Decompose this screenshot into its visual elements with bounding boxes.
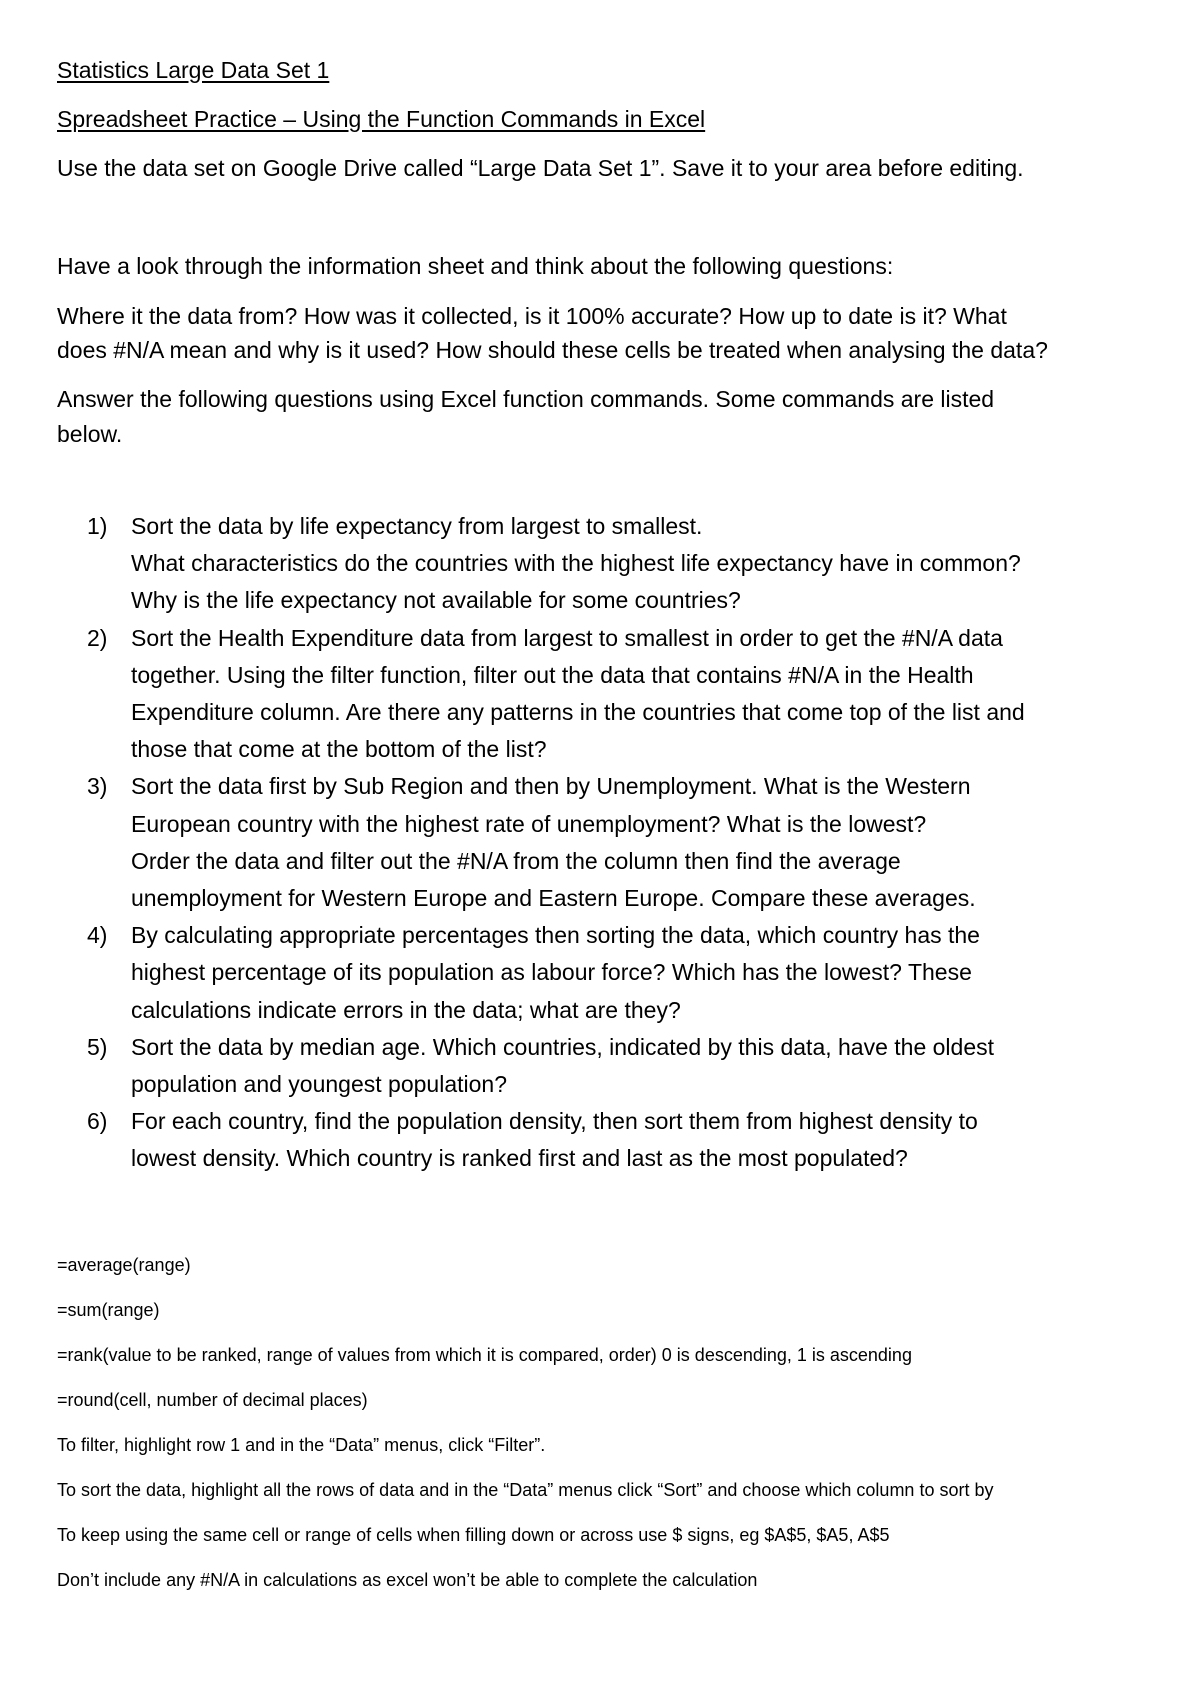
tip-no-na: Don’t include any #N/A in calculations as excel won’t be able to complete the calculation [57, 1570, 758, 1590]
tip-filter: To filter, highlight row 1 and in the “Data” menus, click “Filter”. [57, 1435, 546, 1455]
question-item [57, 508, 1177, 620]
question-line: What characteristics do the countries with the highest life expectancy have in common? [131, 550, 1021, 577]
answer-para-line-1: Answer the following questions using Excel function commands. Some commands are listed [57, 386, 995, 412]
document-title: Statistics Large Data Set 1 [57, 57, 330, 83]
question-line: population and youngest population? [131, 1071, 507, 1098]
question-line: European country with the highest rate of unemployment? What is the lowest? [131, 810, 927, 837]
look-through-text: Have a look through the information sheet and think about the following questions: [57, 253, 894, 279]
document-subtitle: Spreadsheet Practice – Using the Function Commands in Excel [57, 106, 706, 132]
question-line: Order the data and filter out the #N/A from the column then find the average [131, 847, 901, 874]
answer-para-line-2: below. [57, 421, 123, 447]
questions-para-line-2: does #N/A mean and why is it used? How should these cells be treated when analysing the data? [57, 337, 1048, 363]
command-sum: =sum(range) [57, 1300, 160, 1320]
question-line: By calculating appropriate percentages then sorting the data, which country has the [131, 922, 980, 949]
command-average: =average(range) [57, 1255, 191, 1275]
question-number: 3) [87, 773, 108, 800]
question-line: lowest density. Which country is ranked first and last as the most populated? [131, 1145, 908, 1172]
command-round: =round(cell, number of decimal places) [57, 1390, 368, 1410]
question-line: Expenditure column. Are there any patterns in the countries that come top of the list and [131, 699, 1025, 726]
question-line: For each country, find the population density, then sort them from highest density to [131, 1108, 978, 1135]
question-line: Sort the data by median age. Which countries, indicated by this data, have the oldest [131, 1033, 995, 1060]
question-line: calculations indicate errors in the data; what are they? [131, 996, 681, 1023]
question-line: together. Using the filter function, filter out the data that contains #N/A in the Health [131, 661, 974, 688]
question-line: Sort the data by life expectancy from largest to smallest. [131, 513, 703, 539]
question-line: Sort the data first by Sub Region and then by Unemployment. What is the Western [131, 773, 971, 800]
question-number: 1) [87, 513, 108, 539]
question-item [57, 917, 1177, 1029]
question-number: 4) [87, 922, 108, 949]
question-line: Why is the life expectancy not available for some countries? [131, 587, 741, 614]
question-item [57, 620, 1177, 769]
question-list [57, 508, 1177, 1178]
question-line: those that come at the bottom of the list? [131, 736, 547, 763]
question-number: 5) [87, 1033, 108, 1060]
command-rank: =rank(value to be ranked, range of values from which it is compared, order) 0 is descending, 1 is ascending [57, 1345, 912, 1365]
question-item [57, 768, 1177, 917]
intro-text: Use the data set on Google Drive called “Large Data Set 1”. Save it to your area before editing. [57, 155, 1024, 181]
question-item [57, 1103, 1177, 1177]
question-line: unemployment for Western Europe and Eastern Europe. Compare these averages. [131, 885, 976, 912]
question-line: highest percentage of its population as labour force? Which has the lowest? These [131, 959, 972, 986]
question-number: 6) [87, 1108, 108, 1135]
tip-sort: To sort the data, highlight all the rows of data and in the “Data” menus click “Sort” and choose which column to sort by [57, 1480, 994, 1500]
tip-absolute-reference: To keep using the same cell or range of cells when filling down or across use $ signs, eg $A$5, $A5, A$5 [57, 1525, 890, 1545]
question-item [57, 1029, 1177, 1103]
question-number: 2) [87, 624, 108, 651]
questions-para-line-1: Where it the data from? How was it collected, is it 100% accurate? How up to date is it? What [57, 303, 1007, 329]
question-line: Sort the Health Expenditure data from largest to smallest in order to get the #N/A data [131, 624, 1003, 651]
